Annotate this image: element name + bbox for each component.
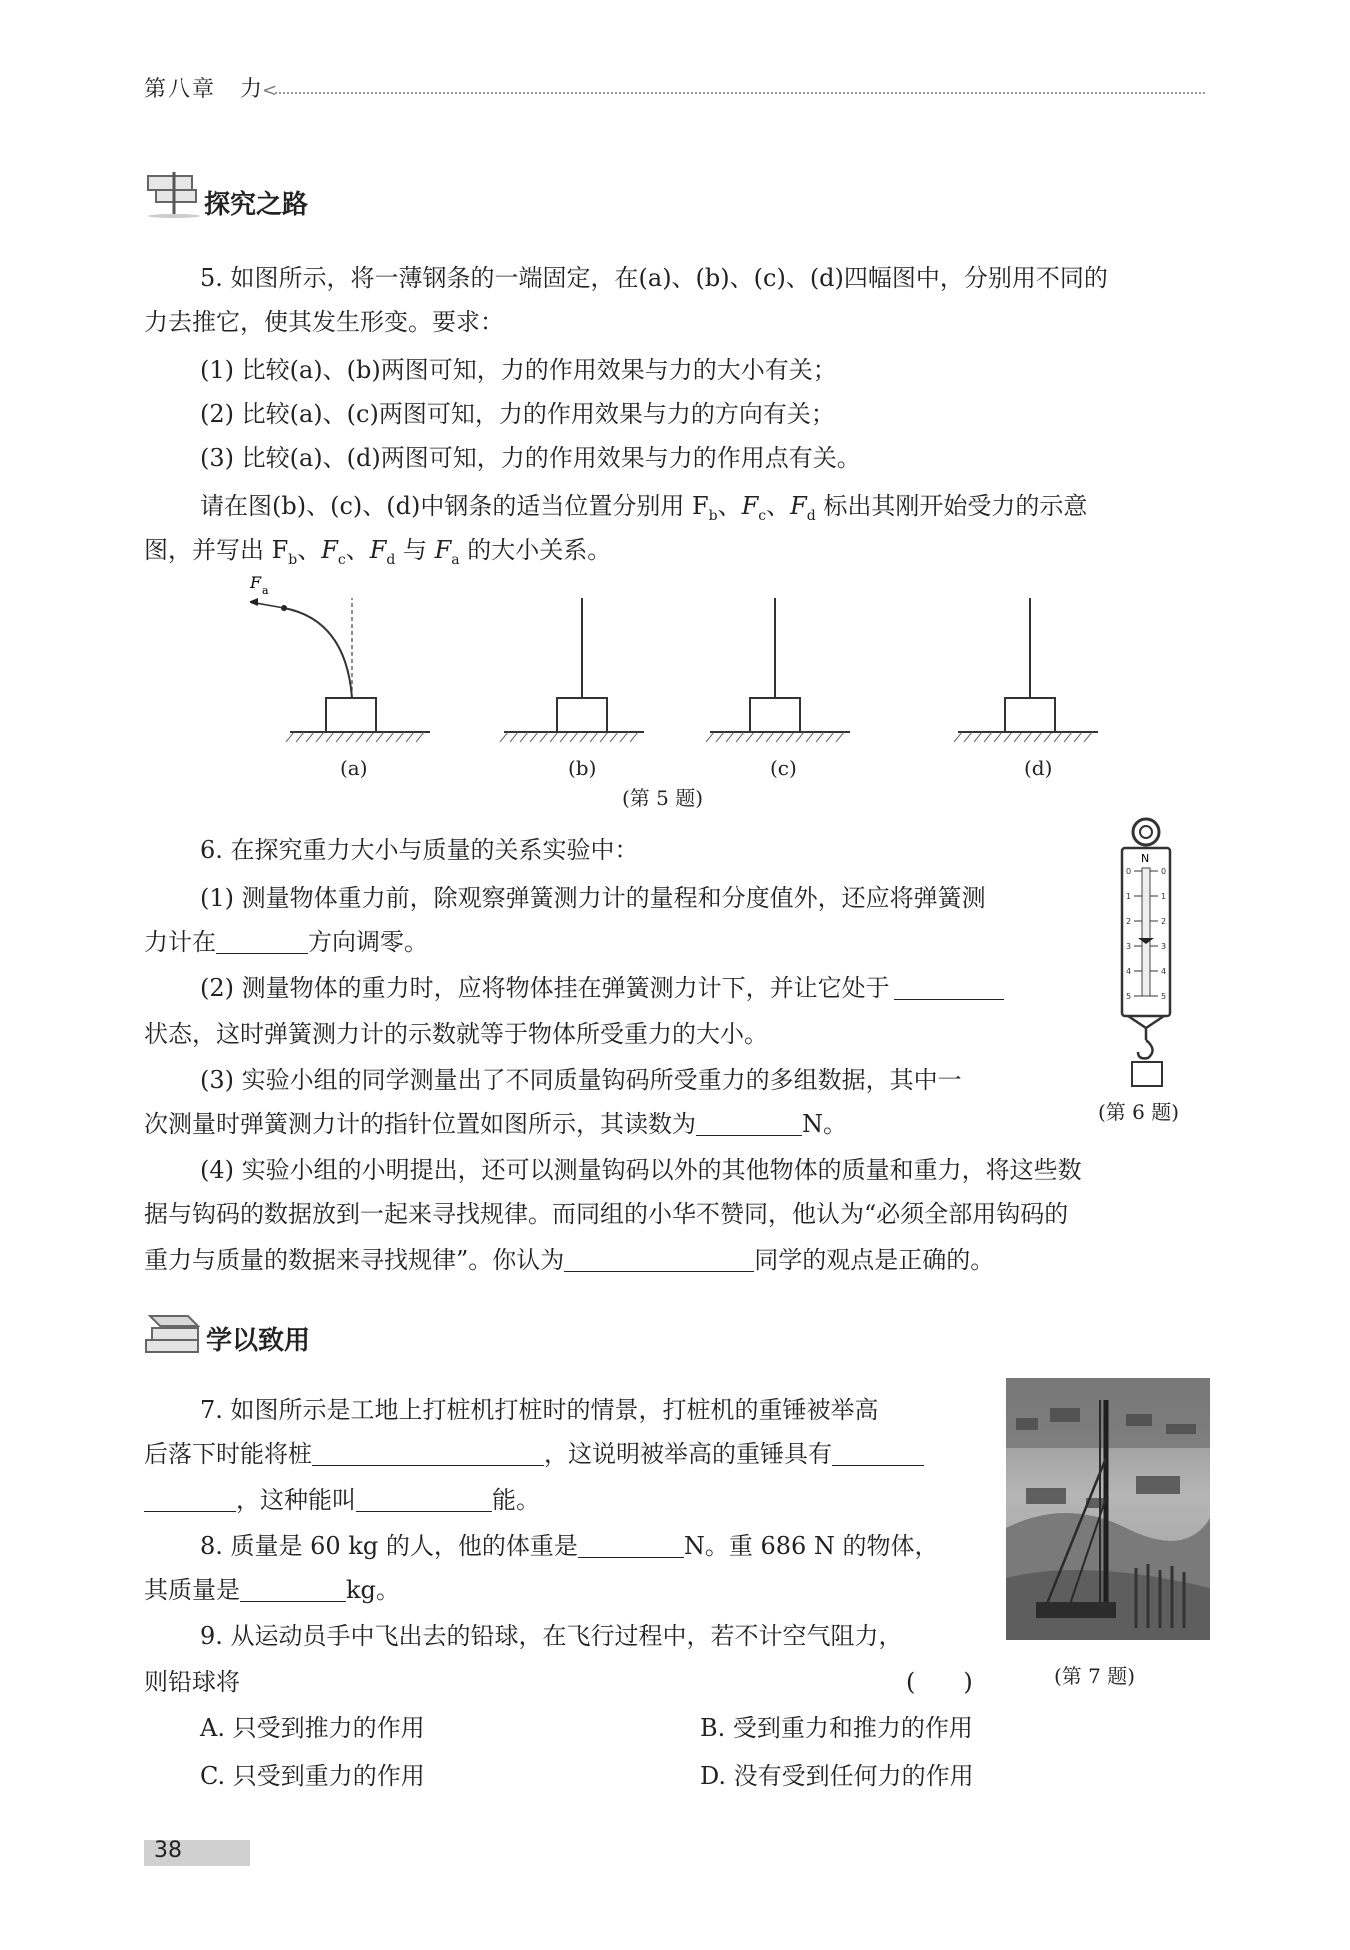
sub-d: d	[806, 507, 816, 524]
q7-line3	[144, 1478, 540, 1522]
q7-line2	[144, 1432, 924, 1476]
force-label-Fa: F	[250, 573, 262, 592]
sub-d2: d	[386, 551, 396, 568]
svg-text:2: 2	[1126, 917, 1132, 926]
q6-p1a: (1) 测量物体重力前，除观察弹簧测力计的量程和分度值外，还应将弹簧测	[200, 884, 986, 912]
panel-label-d: (d)	[1024, 756, 1053, 780]
q6-p1b-post: 方向调零。	[308, 928, 428, 956]
signpost-icon	[144, 170, 206, 218]
q5-ask-line1: 请在图(b)、(c)、(d)中钢条的适当位置分别用 $F_b$、$F_c$、$F_d$ 标出其刚开始受力的示意	[200, 492, 1088, 524]
panel-label-a: (a)	[340, 756, 368, 780]
sub-b2: b	[288, 551, 298, 568]
q6-p2a-text: (2) 测量物体的重力时，应将物体挂在弹簧测力计下，并让它处于	[200, 974, 890, 1002]
q6-p1b	[144, 920, 428, 964]
blank-energy-b[interactable]	[144, 1485, 236, 1512]
q8-line2-pre: 其质量是	[144, 1576, 240, 1604]
section-title-explore: 探究之路	[204, 190, 309, 220]
q9-answer-paren[interactable]: ( )	[906, 1668, 973, 1696]
scale-unit-label: N	[1141, 852, 1150, 865]
chapter-header: 第八章 力	[144, 77, 265, 102]
q5-line2: 力去推它，使其发生形变。要求：	[144, 308, 504, 336]
blank-weight[interactable]	[578, 1531, 684, 1558]
q5-ask-tail: 标出其刚开始受力的示意	[815, 492, 1088, 520]
q6-p2a	[200, 966, 1004, 1010]
q6-caption: (第 6 题)	[1098, 1100, 1180, 1124]
svg-text:2: 2	[1161, 917, 1167, 926]
panel-b	[500, 598, 644, 742]
q6-line1: 6. 在探究重力大小与质量的关系实验中：	[200, 836, 639, 864]
svg-text:1: 1	[1161, 892, 1167, 901]
q6-p3a: (3) 实验小组的同学测量出了不同质量钩码所受重力的多组数据，其中一	[200, 1066, 962, 1094]
svg-text:4: 4	[1161, 967, 1167, 976]
option-D[interactable]: D. 没有受到任何力的作用	[700, 1762, 974, 1790]
q7-line3-post: ，这种能叫	[236, 1486, 356, 1514]
q5-figure	[250, 570, 1130, 750]
sub-c2: c	[337, 551, 346, 568]
blank-energy-a[interactable]	[832, 1439, 924, 1466]
force-label-sub-a: a	[262, 584, 269, 597]
option-B[interactable]: B. 受到重力和推力的作用	[700, 1714, 973, 1742]
svg-text:0: 0	[1126, 867, 1132, 876]
sub-c: c	[758, 507, 767, 524]
q6-p4a: (4) 实验小组的小明提出，还可以测量钩码以外的其他物体的质量和重力，将这些数	[200, 1156, 1082, 1184]
header-arrow-icon: <	[262, 80, 278, 101]
blank-energy-type[interactable]	[356, 1485, 492, 1512]
q5-req2: (2) 比较(a)、(c)两图可知，力的作用效果与力的方向有关；	[200, 400, 835, 428]
panel-a	[250, 573, 430, 742]
q5-caption: (第 5 题)	[622, 786, 704, 810]
q6-p3b-pre: 次测量时弹簧测力计的指针位置如图所示，其读数为	[144, 1110, 696, 1138]
q6-p4b: 据与钩码的数据放到一起来寻找规律。而同组的小华不赞同，他认为“必须全部用钩码的	[144, 1200, 1069, 1228]
q7-line3-end: 能。	[492, 1486, 540, 1514]
q8-line1-pre: 8. 质量是 60 kg 的人，他的体重是	[200, 1532, 578, 1560]
blank-pile-effect[interactable]	[312, 1439, 544, 1466]
q9-line2: 则铅球将	[144, 1668, 240, 1696]
q5-ask-line2: 图，并写出 $F_b$、$F_c$、$F_d$ 与 $F_a$ 的大小关系。	[144, 536, 612, 568]
q5-req1: (1) 比较(a)、(b)两图可知，力的作用效果与力的大小有关；	[200, 356, 837, 384]
books-icon	[144, 1310, 206, 1358]
svg-text:3: 3	[1161, 942, 1167, 951]
svg-text:5: 5	[1161, 992, 1167, 1001]
svg-text:5: 5	[1126, 992, 1132, 1001]
blank-reading[interactable]	[696, 1109, 802, 1136]
option-A[interactable]: A. 只受到推力的作用	[200, 1714, 425, 1742]
section-title-apply: 学以致用	[206, 1326, 311, 1356]
q6-p1b-pre: 力计在	[144, 928, 216, 956]
q7-line1: 7. 如图所示是工地上打桩机打桩时的情景，打桩机的重锤被举高	[200, 1396, 879, 1424]
pile-driver-photo	[1006, 1378, 1210, 1640]
spring-scale-figure	[1108, 814, 1184, 1090]
svg-text:4: 4	[1126, 967, 1132, 976]
q5-req3: (3) 比较(a)、(d)两图可知，力的作用效果与力的作用点有关。	[200, 444, 861, 472]
q5-line1: 5. 如图所示，将一薄钢条的一端固定，在(a)、(b)、(c)、(d)四幅图中，分别用不同的	[200, 264, 1108, 292]
svg-text:0: 0	[1161, 867, 1167, 876]
blank-mass[interactable]	[240, 1575, 346, 1602]
sub-b: b	[708, 507, 718, 524]
q6-p3b	[144, 1102, 847, 1146]
blank-state[interactable]	[894, 973, 1004, 1000]
blank-zero-direction[interactable]	[216, 927, 308, 954]
q7-line2-pre: 后落下时能将桩	[144, 1440, 312, 1468]
q9-line1: 9. 从运动员手中飞出去的铅球，在飞行过程中，若不计空气阻力，	[200, 1622, 903, 1650]
panel-d	[954, 598, 1098, 742]
q8-line2	[144, 1568, 400, 1612]
option-C[interactable]: C. 只受到重力的作用	[200, 1762, 425, 1790]
q7-line2-post: ，这说明被举高的重锤具有	[544, 1440, 832, 1468]
q6-p2b: 状态，这时弹簧测力计的示数就等于物体所受重力的大小。	[144, 1020, 768, 1048]
svg-text:3: 3	[1126, 942, 1132, 951]
q5-ask2-tail: 的大小关系。	[459, 536, 612, 564]
page-number: 38	[154, 1838, 182, 1863]
svg-text:1: 1	[1126, 892, 1132, 901]
q6-p4c-pre: 重力与质量的数据来寻找规律”。你认为	[144, 1246, 565, 1274]
q8-line2-post: kg。	[346, 1576, 400, 1604]
q8-line1-post: N。重 686 N 的物体，	[683, 1532, 939, 1560]
panel-label-c: (c)	[770, 756, 797, 780]
q6-p3b-post: N。	[802, 1110, 847, 1138]
q7-caption: (第 7 题)	[1054, 1664, 1136, 1688]
q6-p4c-post: 同学的观点是正确的。	[754, 1246, 995, 1274]
panel-c	[706, 598, 850, 742]
q5-ask-text: 请在图(b)、(c)、(d)中钢条的适当位置分别用 F	[200, 492, 709, 520]
blank-student[interactable]	[564, 1245, 754, 1272]
sub-a2: a	[451, 551, 460, 568]
panel-label-b: (b)	[568, 756, 597, 780]
q8-line1	[200, 1524, 939, 1568]
header-dotted-rule	[275, 92, 1205, 94]
q5-ask2-head: 图，并写出 F	[144, 536, 289, 564]
q6-p4c	[144, 1238, 994, 1282]
